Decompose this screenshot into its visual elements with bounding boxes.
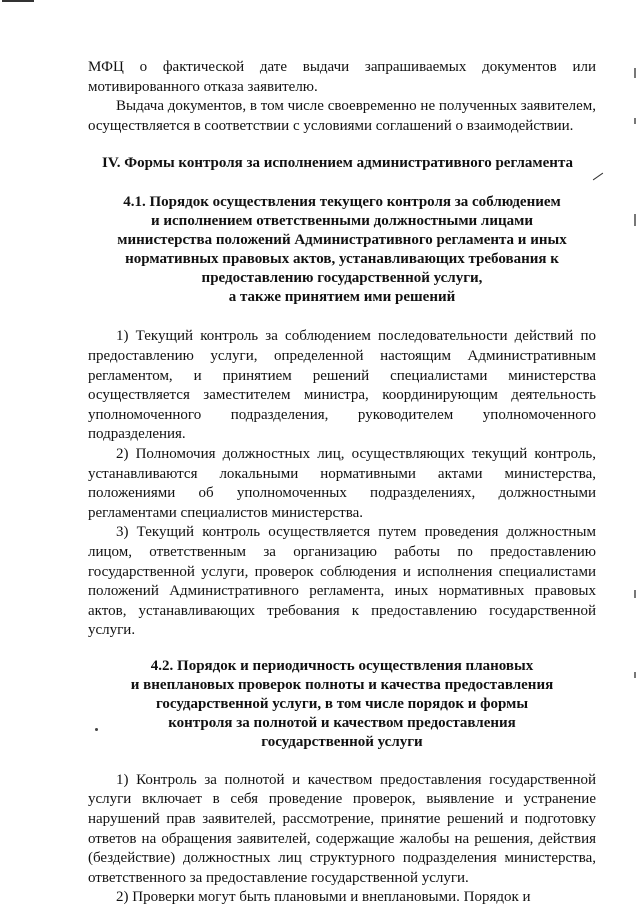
paragraph: 2) Полномочия должностных лиц, осуществляющих текущий контроль, устанавливаются локальными нормативными актами министерства, положениями об уполномоченных подразделениях, должностными регламентами специалистов министерства. (88, 445, 596, 521)
section-4-1-heading (88, 193, 596, 307)
scan-edge-mark (634, 68, 636, 78)
section-4-1-body (88, 327, 596, 641)
document-body (88, 58, 596, 908)
heading-line: министерства положений Административного регламента и иных (117, 232, 567, 249)
heading-line: государственной услуги, в том числе порядок и формы (155, 695, 529, 712)
section-iv-title: IV. Формы контроля за исполнением административного регламента (102, 155, 573, 172)
paragraph: 1) Текущий контроль за соблюдением последовательности действий по предоставлению услуги, определенной настоящим Административным регламентом, и принятием решений специалистами министерства осуществляется заместителем министра, координирующим деятельность уполномоченного подразделения, руководителем уполномоченного подразделения. (88, 328, 596, 443)
paragraph: 2) Проверки могут быть плановыми и внеплановыми. Порядок и (116, 889, 531, 906)
heading-line: 4.1. Порядок осуществления текущего контроля за соблюдением (123, 194, 561, 211)
paragraph: 3) Текущий контроль осуществляется путем проведения должностным лицом, ответственным за организацию работы по предоставлению государственной услуги, проверок соблюдения и исполнения специалистами положений Административного регламента, иных нормативных правовых актов, устанавливающих требования к предоставлению государственной услуги. (88, 524, 596, 639)
scan-edge-mark (634, 672, 636, 678)
section-4-2-body (88, 771, 596, 908)
intro-paragraph-2: Выдача документов, в том числе своевременно не полученных заявителем, осуществляется в соответствии с условиями соглашений о взаимодействии. (88, 98, 596, 134)
heading-line: контроля за полнотой и качеством предоставления (168, 714, 516, 731)
heading-line: а также принятием ими решений (228, 289, 456, 306)
section-4-2-heading (88, 657, 596, 752)
heading-line: предоставлению государственной услуги, (201, 270, 483, 287)
heading-line: нормативных правовых актов, устанавливающих требования к (125, 251, 559, 268)
intro-paragraph-1: МФЦ о фактической дате выдачи запрашиваемых документов или мотивированного отказа заявителю. (88, 59, 596, 95)
scan-corner-mark (2, 0, 34, 2)
scan-edge-mark (634, 118, 636, 124)
scan-edge-mark (634, 214, 636, 226)
heading-line: и исполнением ответственными должностными лицами (150, 213, 533, 230)
heading-line: государственной услуги (261, 733, 423, 750)
heading-line: и внеплановых проверок полноты и качества предоставления (130, 676, 554, 693)
scan-edge-mark (634, 590, 636, 598)
paragraph: 1) Контроль за полнотой и качеством предоставления государственной услуги включает в себя проведение проверок, выявление и устранение нарушений прав заявителей, рассмотрение, принятие решений и подготовку ответов на обращения заявителей, содержащие жалобы на решения, действия (бездействие) должностных лиц структурного подразделения министерства, ответственного за предоставление государственной услуги. (88, 771, 596, 886)
heading-line: 4.2. Порядок и периодичность осуществления плановых (150, 657, 534, 674)
